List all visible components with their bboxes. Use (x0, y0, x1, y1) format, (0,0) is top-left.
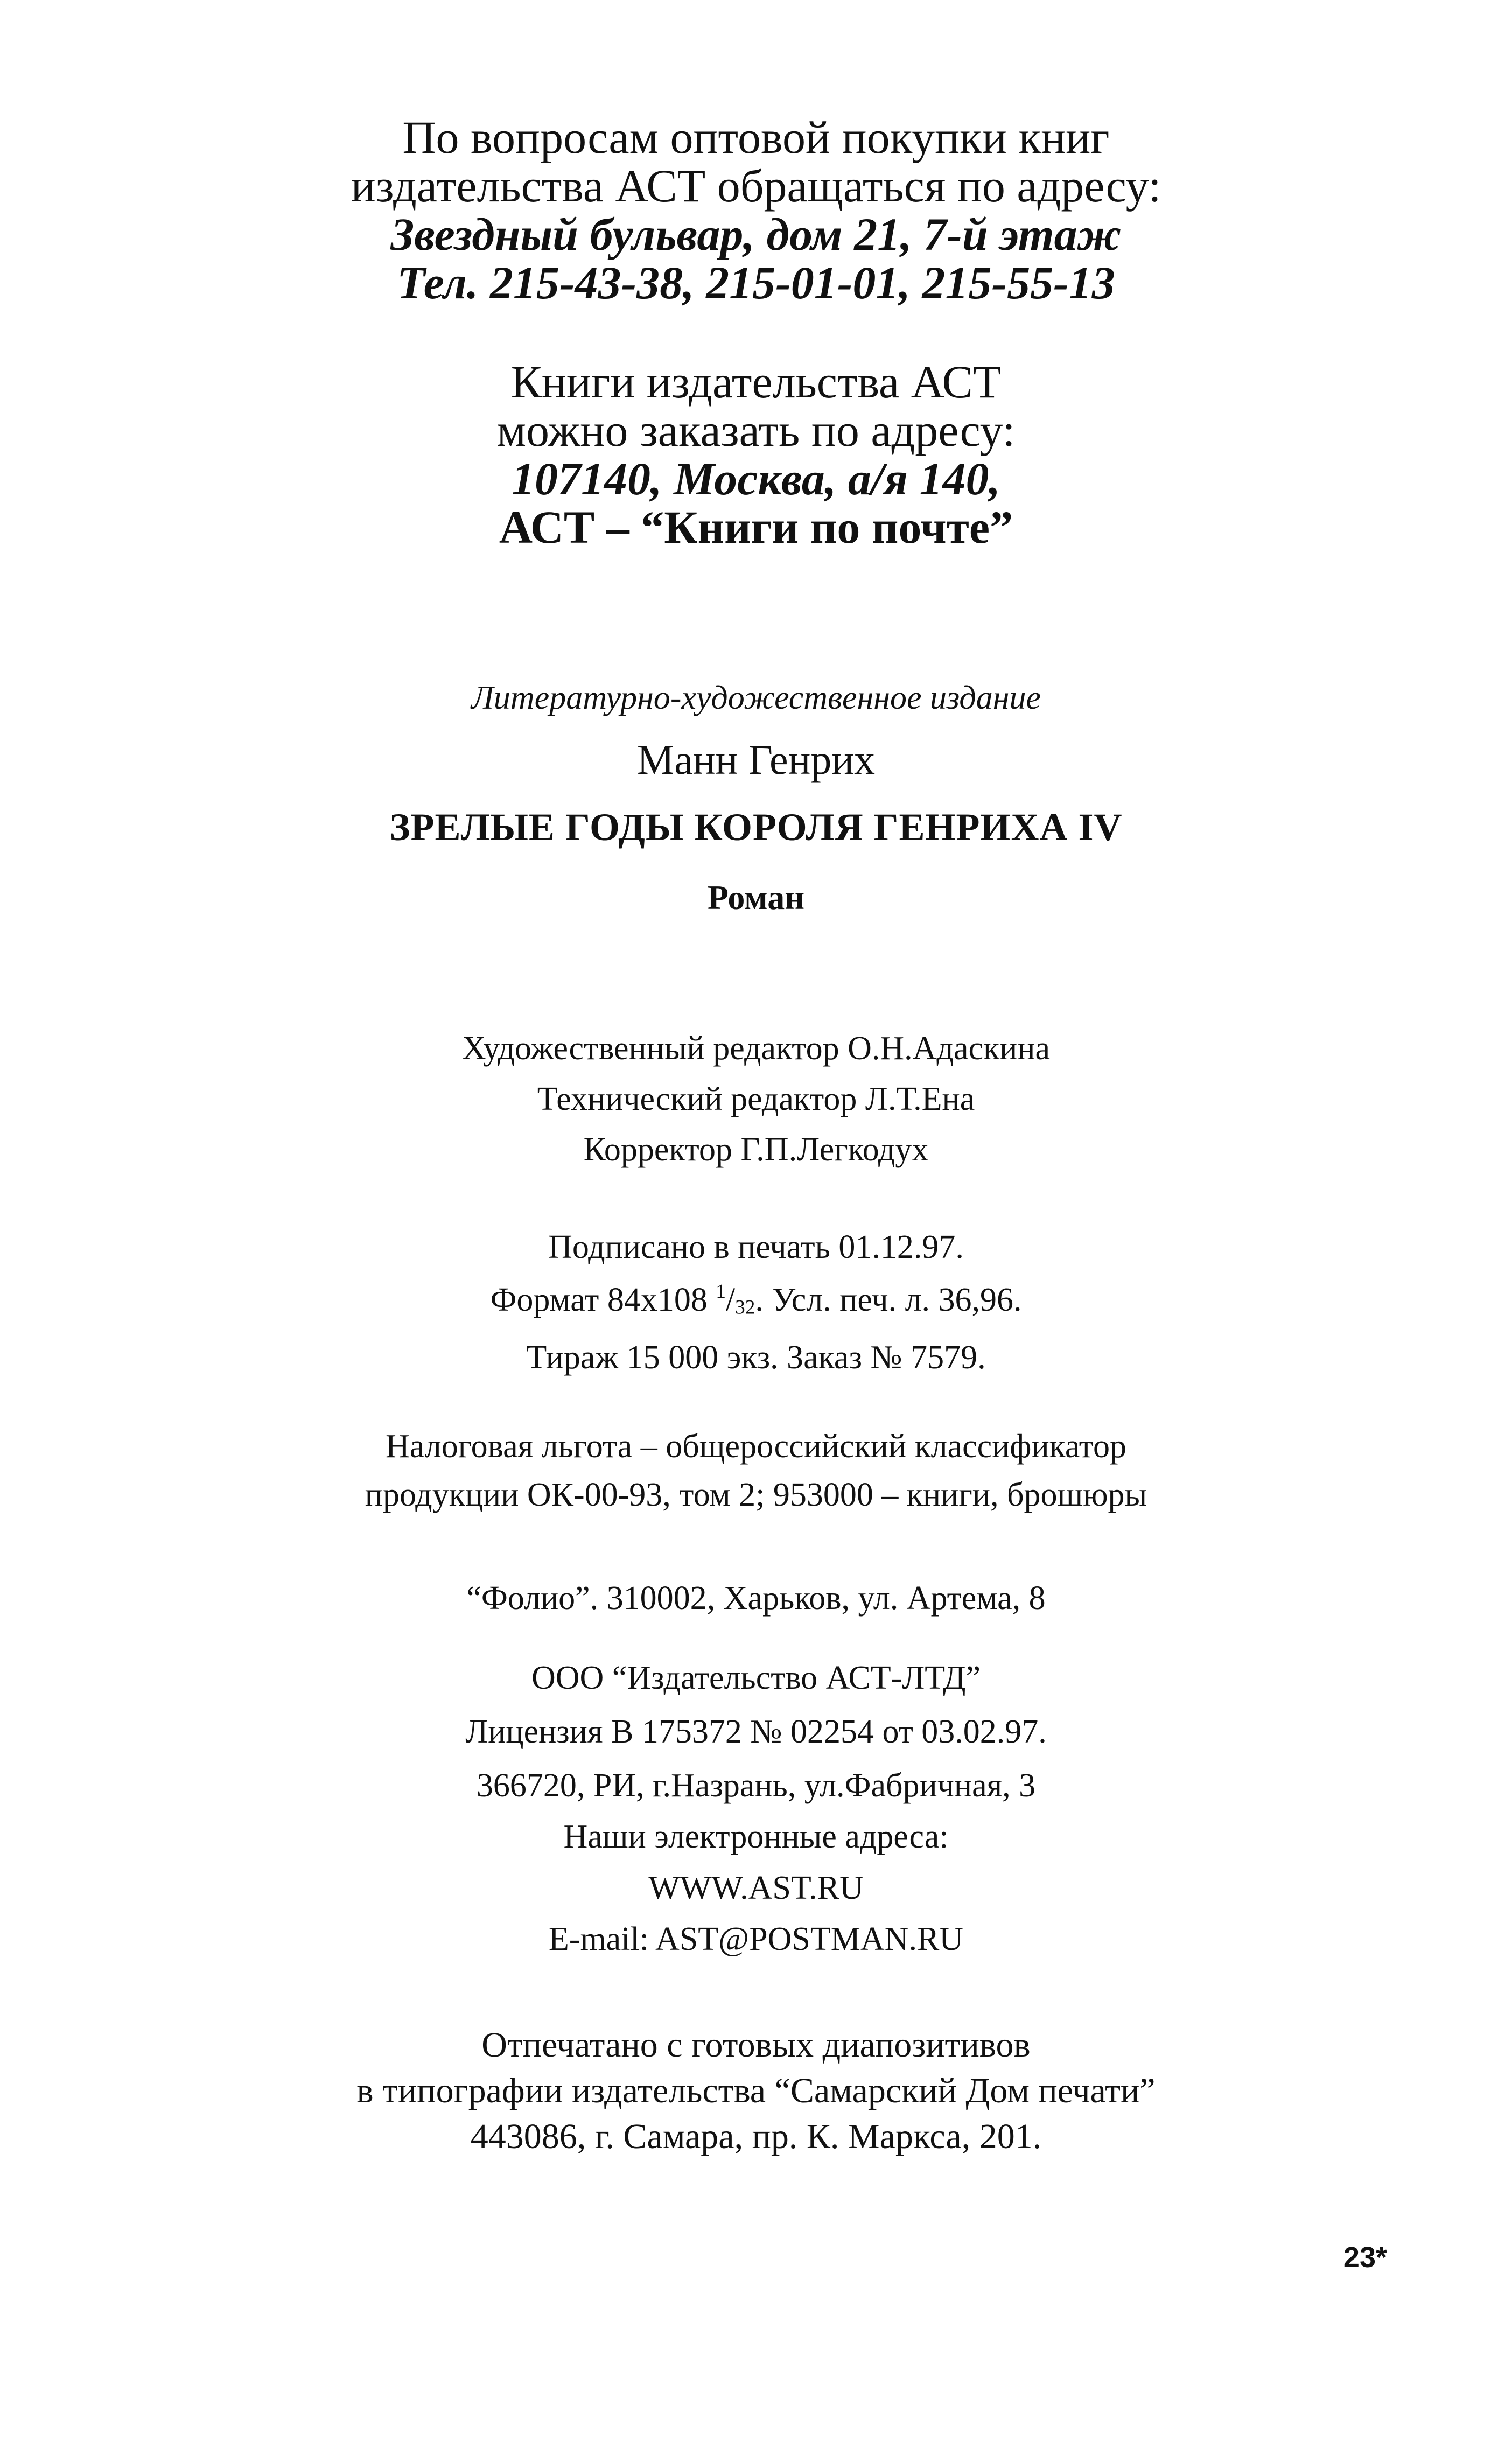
credit-tech-editor: Технический редактор Л.Т.Ена (537, 1081, 975, 1117)
mail-order-line-1: Книги издательства АСТ (510, 356, 1002, 408)
printed-by-line-3: 443086, г. Самара, пр. К. Маркса, 201. (470, 2117, 1042, 2156)
page-number: 23* (1343, 2241, 1387, 2274)
format-denominator: 32 (735, 1296, 755, 1319)
printed-by-line-2: в типографии издательства “Самарский Дом печати” (356, 2071, 1156, 2110)
format-suffix: . Усл. печ. л. 36,96. (755, 1282, 1022, 1318)
publisher-address: 366720, РИ, г.Назрань, ул.Фабричная, 3 (476, 1767, 1036, 1804)
wholesale-line-2: издательства АСТ обращаться по адресу: (351, 160, 1161, 212)
tax-line-1: Налоговая льгота – общероссийский классификатор (385, 1428, 1127, 1465)
format-numerator: 1 (716, 1280, 726, 1303)
printing-format (0, 1280, 1512, 1319)
printed-by-line-1: Отпечатано с готовых диапозитивов (481, 2025, 1031, 2065)
publisher-license: Лицензия В 175372 № 02254 от 03.02.97. (465, 1713, 1047, 1750)
wholesale-line-1: По вопросам оптовой покупки книг (402, 111, 1110, 163)
tax-line-2: продукции ОК-00-93, том 2; 953000 – книги, брошюры (365, 1477, 1147, 1513)
mail-order-line-2: можно заказать по адресу: (496, 404, 1016, 456)
format-prefix: Формат 84х108 (490, 1282, 716, 1318)
folio-address: “Фолио”. 310002, Харьков, ул. Артема, 8 (466, 1580, 1046, 1617)
book-title: ЗРЕЛЫЕ ГОДЫ КОРОЛЯ ГЕНРИХА IV (389, 806, 1123, 849)
publisher-name: ООО “Издательство АСТ-ЛТД” (531, 1660, 981, 1696)
printing-circulation: Тираж 15 000 экз. Заказ № 7579. (526, 1339, 986, 1376)
printing-signed: Подписано в печать 01.12.97. (548, 1229, 964, 1265)
wholesale-address: Звездный бульвар, дом 21, 7-й этаж (390, 208, 1122, 260)
book-author: Манн Генрих (636, 736, 876, 783)
mail-order-address: 107140, Москва, а/я 140, (511, 453, 1001, 505)
publisher-web-heading: Наши электронные адреса: (563, 1818, 949, 1855)
mail-order-service: АСТ – “Книги по почте” (499, 501, 1013, 553)
credit-art-editor: Художественный редактор О.Н.Адаскина (462, 1030, 1050, 1067)
book-genre: Роман (707, 878, 805, 917)
credit-proofreader: Корректор Г.П.Легкодух (583, 1131, 929, 1168)
format-slash: / (725, 1282, 736, 1318)
publisher-website: WWW.AST.RU (648, 1870, 864, 1906)
publisher-email: E-mail: AST@POSTMAN.RU (548, 1921, 964, 1957)
book-category: Литературно-художественное издание (471, 680, 1041, 716)
wholesale-phones: Тел. 215-43-38, 215-01-01, 215-55-13 (397, 257, 1115, 309)
